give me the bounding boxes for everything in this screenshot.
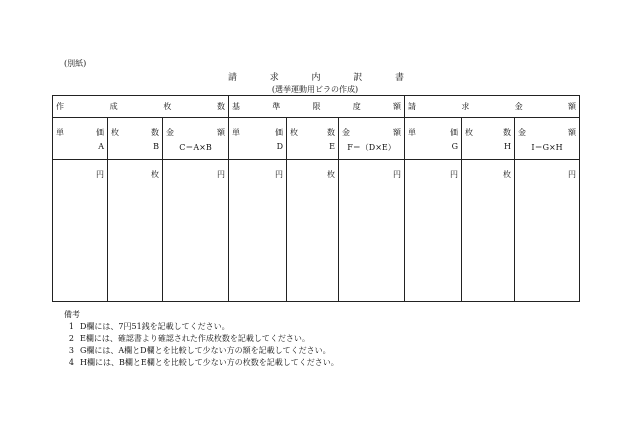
header-char: 基 <box>232 102 240 111</box>
column-label-char: 枚 <box>465 128 474 137</box>
group-header-standard-limit <box>229 96 405 118</box>
unit-label: 枚 <box>503 170 512 179</box>
column-header-amount-f <box>339 118 405 160</box>
column-code: C＝A×B <box>179 143 212 152</box>
title-char: 内 <box>311 73 321 83</box>
column-code: I＝G×H <box>531 143 563 152</box>
entry-cell-g[interactable] <box>405 160 462 302</box>
group-header-claim-amount <box>405 96 580 118</box>
column-header-amount-c <box>163 118 229 160</box>
column-code: A <box>98 142 104 151</box>
header-char: 度 <box>352 102 361 111</box>
column-header-unit-price-g <box>405 118 462 160</box>
note-item <box>64 321 339 333</box>
column-label-char: 額 <box>217 128 225 137</box>
unit-label: 枚 <box>151 170 159 179</box>
notes-section <box>64 309 339 369</box>
note-item <box>64 333 339 345</box>
note-item <box>64 357 339 369</box>
unit-label: 円 <box>450 170 459 179</box>
title-char: 書 <box>394 73 404 83</box>
column-label-char: 金 <box>518 128 527 137</box>
header-char: 金 <box>514 102 523 111</box>
note-number: 3 <box>68 346 74 355</box>
column-label-char: 金 <box>166 128 174 137</box>
column-header-row <box>53 118 580 160</box>
column-code: E <box>329 142 335 151</box>
note-text: D欄には、7円51銭を記載してください。 <box>80 322 230 331</box>
title-char: 請 <box>228 73 238 83</box>
header-char: 成 <box>109 102 118 111</box>
note-text: E欄には、確認書より確認された作成枚数を記載してください。 <box>80 334 310 343</box>
header-char: 請 <box>408 102 417 111</box>
unit-label: 円 <box>568 170 577 179</box>
notes-heading: 備考 <box>64 310 80 319</box>
note-text: G欄には、A欄とD欄とを比較して少ない方の額を記載してください。 <box>80 346 331 355</box>
column-label-char: 価 <box>275 128 283 137</box>
column-code: B <box>153 142 159 151</box>
unit-label: 円 <box>96 170 104 179</box>
title-char: 訳 <box>353 73 363 83</box>
column-label-char: 額 <box>393 128 402 137</box>
unit-label: 円 <box>275 170 283 179</box>
entry-row <box>53 160 580 302</box>
entry-cell-b[interactable] <box>108 160 163 302</box>
document-title <box>228 70 404 83</box>
column-code: F＝（D×E） <box>347 143 396 152</box>
entry-cell-a[interactable] <box>53 160 108 302</box>
header-char: 限 <box>312 102 321 111</box>
header-char: 数 <box>216 102 225 111</box>
column-label-char: 数 <box>151 128 159 137</box>
entry-cell-c[interactable] <box>163 160 229 302</box>
header-char: 求 <box>461 102 470 111</box>
header-char: 準 <box>272 102 281 111</box>
note-item <box>64 345 339 357</box>
column-label-char: 価 <box>450 128 459 137</box>
unit-label: 円 <box>393 170 402 179</box>
group-header-row <box>53 96 580 118</box>
column-label-char: 枚 <box>290 128 298 137</box>
column-label-char: 数 <box>503 128 512 137</box>
note-text: H欄には、B欄とE欄とを比較して少ない方の枚数を記載してください。 <box>80 358 339 367</box>
claim-breakdown-table <box>52 95 580 302</box>
annex-label: (別紙) <box>64 59 87 68</box>
entry-cell-i[interactable] <box>515 160 580 302</box>
header-char: 作 <box>56 102 64 111</box>
title-char: 求 <box>269 73 279 83</box>
column-label-char: 単 <box>56 128 64 137</box>
document-subtitle: (選挙運動用ビラの作成) <box>271 85 359 94</box>
column-label-char: 価 <box>96 128 104 137</box>
column-label-char: 枚 <box>111 128 119 137</box>
column-header-count-b <box>108 118 163 160</box>
entry-cell-h[interactable] <box>462 160 515 302</box>
group-header-production-count <box>53 96 229 118</box>
unit-label: 円 <box>217 170 225 179</box>
header-char: 額 <box>568 102 577 111</box>
column-label-char: 単 <box>408 128 417 137</box>
entry-cell-f[interactable] <box>339 160 405 302</box>
column-label-char: 単 <box>232 128 240 137</box>
column-label-char: 金 <box>342 128 350 137</box>
column-label-char: 額 <box>568 128 577 137</box>
note-number: 4 <box>68 358 74 367</box>
column-header-unit-price-a <box>53 118 108 160</box>
unit-label: 枚 <box>327 170 335 179</box>
column-header-count-h <box>462 118 515 160</box>
note-number: 1 <box>68 322 74 331</box>
column-code: G <box>451 142 459 151</box>
column-code: D <box>276 142 283 151</box>
header-char: 枚 <box>163 102 172 111</box>
entry-cell-d[interactable] <box>229 160 287 302</box>
entry-cell-e[interactable] <box>287 160 339 302</box>
column-header-unit-price-d <box>229 118 287 160</box>
column-code: H <box>504 142 512 151</box>
note-number: 2 <box>68 334 74 343</box>
header-char: 額 <box>393 102 401 111</box>
column-label-char: 数 <box>327 128 335 137</box>
column-header-count-e <box>287 118 339 160</box>
column-header-amount-i <box>515 118 580 160</box>
